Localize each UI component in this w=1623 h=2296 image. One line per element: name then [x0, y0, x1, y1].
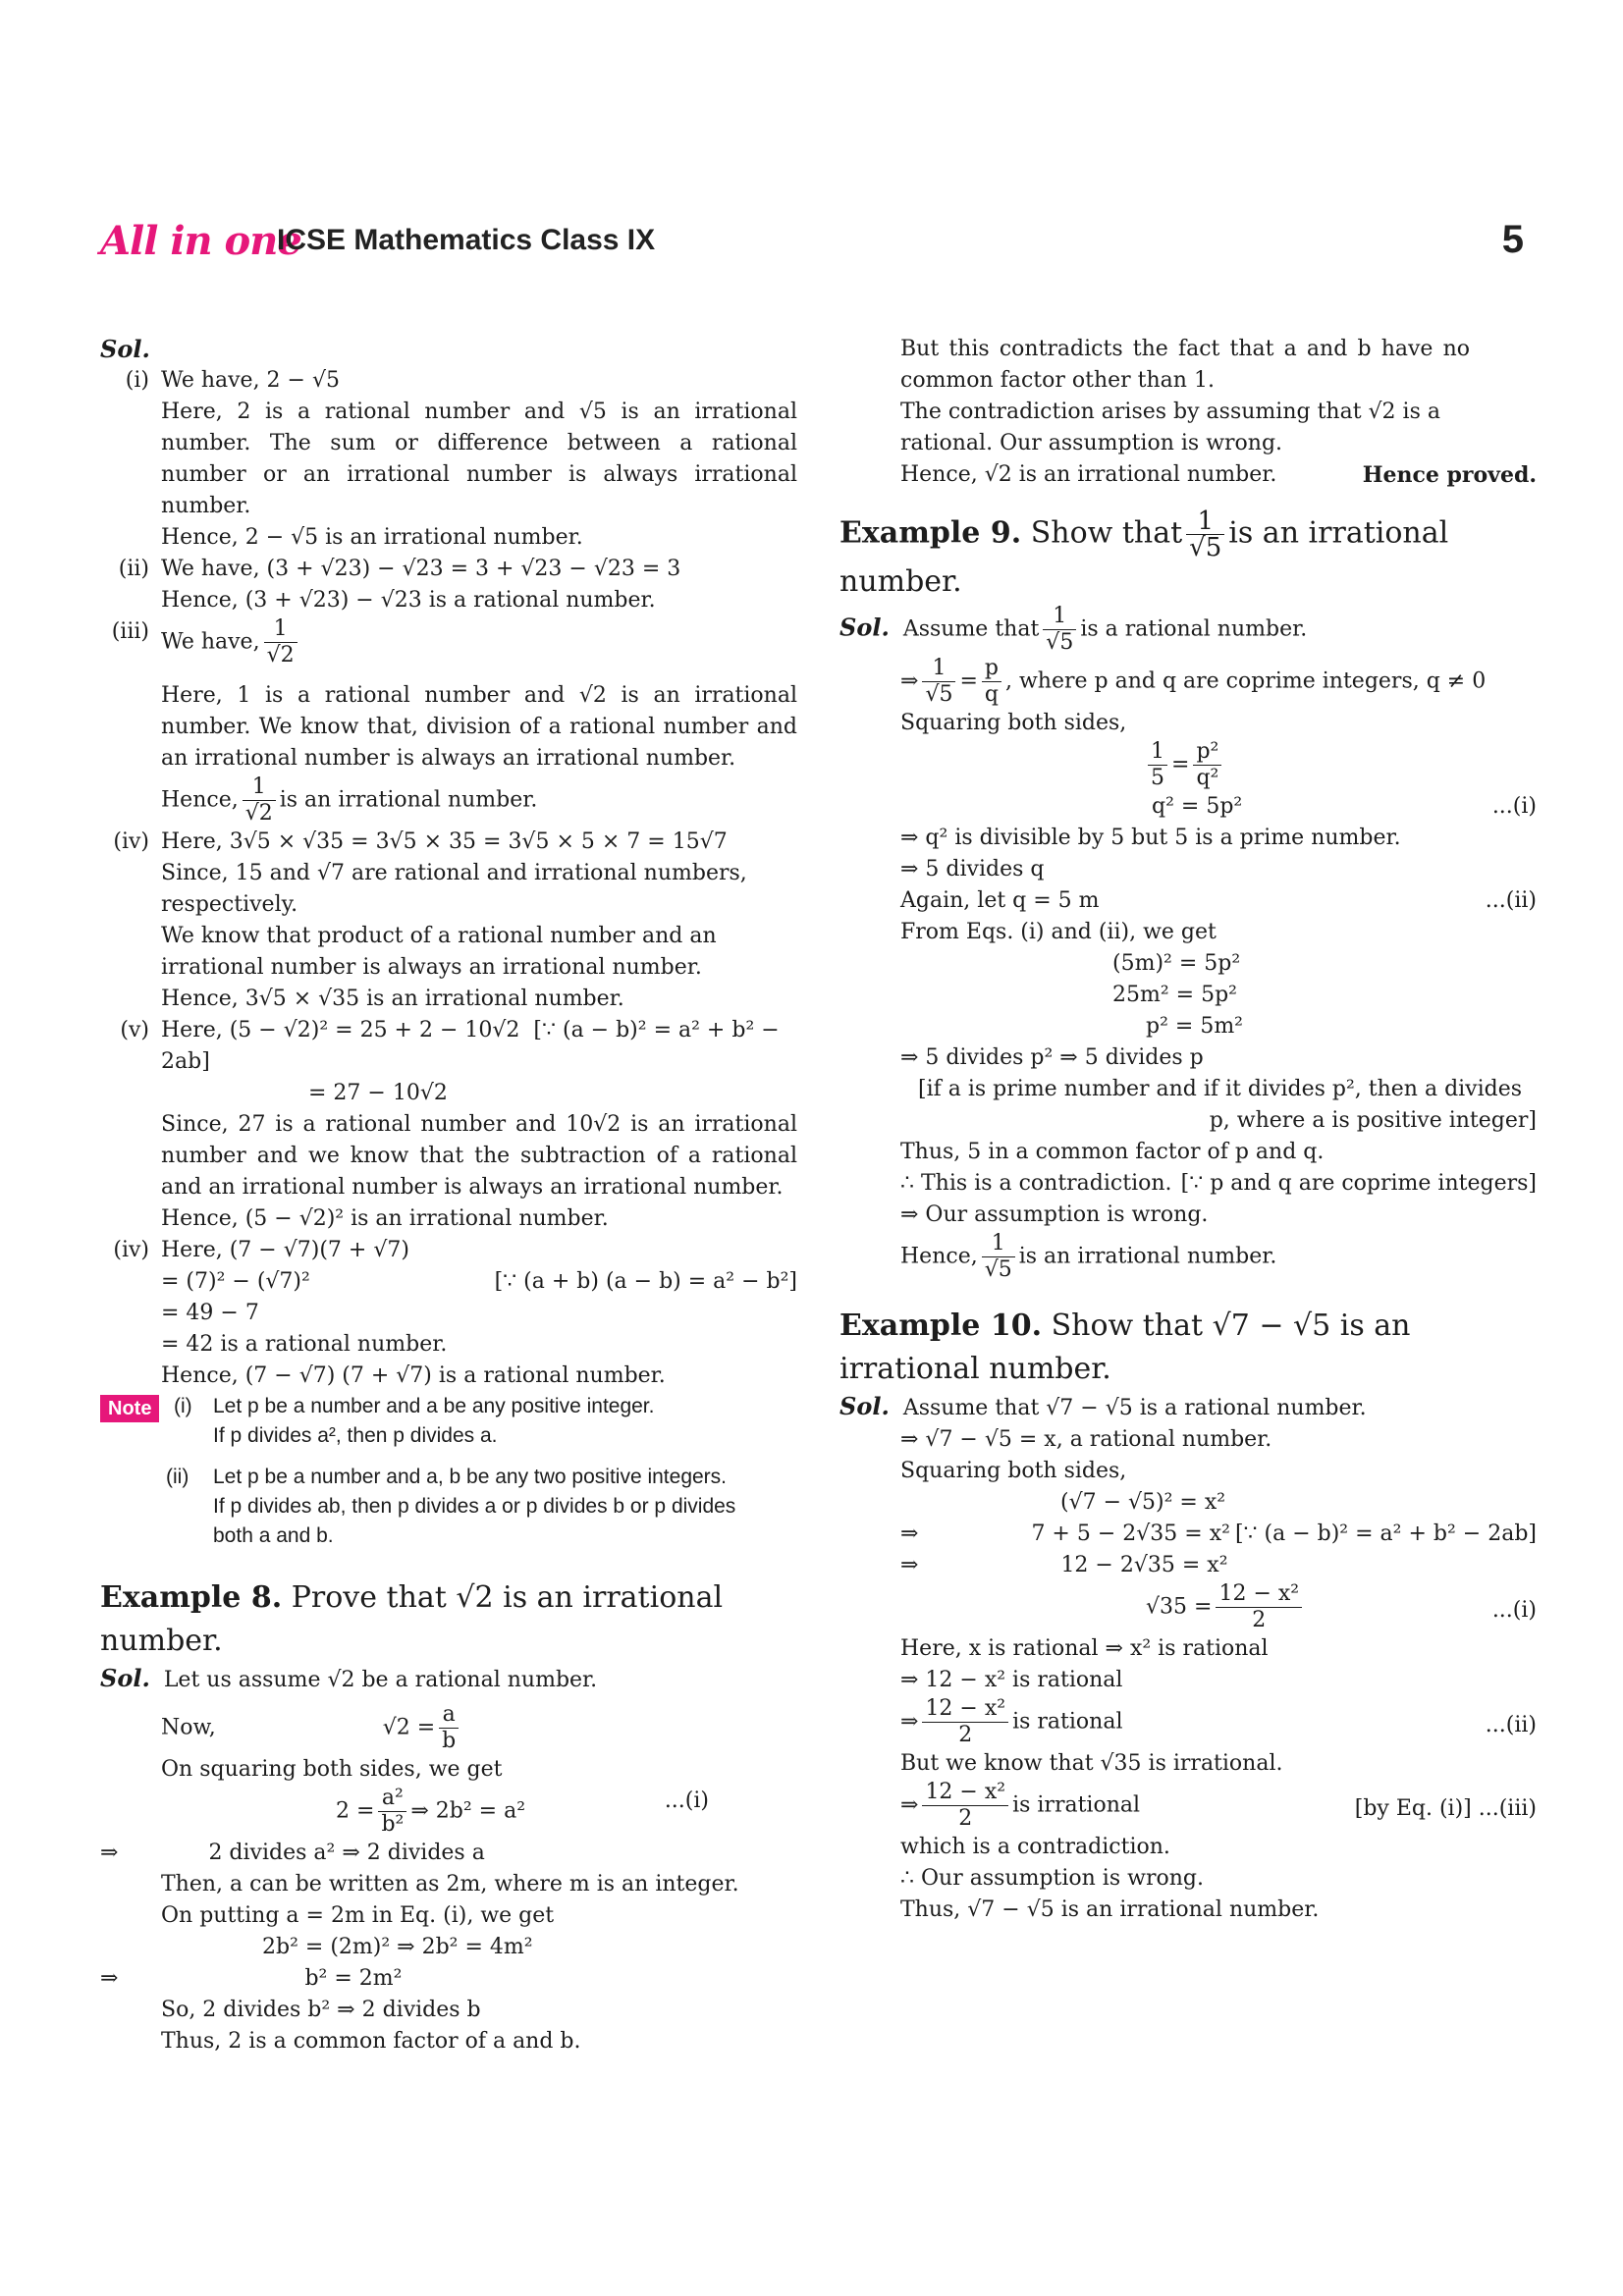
- text-para: But this contradicts the fact that a and b have no common factor other than 1.: [900, 337, 1470, 393]
- text-line: [161, 616, 797, 668]
- equation-tag: ...(i): [1491, 1598, 1537, 1623]
- text-para: Since, 27 is a rational number and 10√2 is an irrational number and we know that the subtraction of a rational and an irrational number is always an irrational number.: [161, 1112, 797, 1200]
- text-line: [839, 1168, 1537, 1200]
- text-line: Squaring both sides,: [900, 1459, 1127, 1483]
- example-text: Show that √7 − √5 is an irrational number.: [839, 1308, 1411, 1386]
- note-box: [100, 1392, 797, 1551]
- equation-tag: ...(i): [1491, 794, 1537, 819]
- text-line: 25m² = 5p²: [1112, 983, 1237, 1007]
- text-span: Hence,: [161, 787, 239, 813]
- denominator: √5: [1046, 630, 1074, 655]
- identity-note: [∵ p and q are coprime integers]: [1180, 1171, 1537, 1196]
- denominator: √5: [1189, 533, 1222, 562]
- text-line: Here, x is rational ⇒ x² is rational: [900, 1636, 1269, 1661]
- hence-proved: Hence proved.: [1362, 462, 1537, 488]
- numerator: p: [982, 656, 1001, 682]
- text-line: 2b² = (2m)² ⇒ 2b² = 4m²: [262, 1935, 533, 1959]
- example-label: Example 9.: [839, 515, 1022, 551]
- numerator: a: [439, 1702, 459, 1729]
- text-span: Here, (5 − √2)² = 25 + 2 − 10√2: [161, 1018, 520, 1042]
- equation-tag: ...(ii): [1485, 888, 1537, 913]
- text-line: Hence, (7 − √7) (7 + √7) is a rational number.: [161, 1363, 666, 1388]
- text-line: ⇒ q² is divisible by 5 but 5 is a prime number.: [900, 826, 1401, 850]
- part-label: (ii): [118, 557, 149, 581]
- text-line: [839, 1391, 1537, 1424]
- text-line: Hence, (3 + √23) − √23 is a rational number.: [161, 588, 656, 613]
- note-line: Let p be a number and a, b be any two positive integers.: [213, 1466, 728, 1488]
- text-line: [839, 1231, 1537, 1283]
- text-line: = 27 − 10√2: [308, 1081, 448, 1105]
- numerator: p²: [1193, 739, 1221, 766]
- text-line: [161, 1015, 797, 1078]
- equation-row: [839, 1581, 1537, 1633]
- fraction: [439, 1702, 459, 1754]
- text-span: Assume that: [902, 616, 1040, 642]
- text-line: Squaring both sides,: [900, 711, 1127, 735]
- text-span: =: [959, 668, 978, 694]
- fraction: [922, 656, 955, 708]
- numerator: 12 − x²: [922, 1696, 1008, 1723]
- part-ii: [100, 554, 797, 616]
- text-line: Then, a can be written as 2m, where m is an integer.: [161, 1872, 739, 1896]
- text-line: Thus, √7 − √5 is an irrational number.: [900, 1897, 1320, 1922]
- fraction: [922, 1696, 1008, 1748]
- fraction: [243, 774, 276, 827]
- example-text: Show that: [1030, 515, 1183, 551]
- text-span: Again, let q = 5 m: [900, 888, 1100, 913]
- implies-symbol: ⇒: [100, 1966, 119, 1991]
- text-span: is rational: [1012, 1709, 1123, 1735]
- text-line: ⇒ Our assumption is wrong.: [900, 1202, 1209, 1227]
- implies-symbol: ⇒: [900, 1522, 919, 1546]
- denominator: √2: [244, 801, 273, 826]
- text-line: [839, 885, 1537, 917]
- text-para: Here, 1 is a rational number and √2 is an irrational number. We know that, division of a rational number and an irrational number is always an irrational number.: [161, 683, 797, 771]
- part-label: (v): [120, 1018, 149, 1042]
- note-line: If p divides a², then p divides a.: [213, 1424, 498, 1447]
- numerator: a²: [378, 1786, 406, 1812]
- numerator: 12 − x²: [922, 1780, 1008, 1806]
- example-8-heading: [100, 1576, 797, 1663]
- equation-row: [100, 1786, 797, 1838]
- text-span: , where p and q are coprime integers, q ≠ 0: [1004, 668, 1487, 694]
- brand-logo: All in one: [100, 218, 301, 264]
- denominator: √5: [925, 682, 953, 707]
- text-line: ∴ Our assumption is wrong.: [900, 1866, 1204, 1891]
- identity-note: [∵ (a − b)² = a² + b² − 2ab]: [161, 1018, 780, 1074]
- text-span: 2 divides a² ⇒ 2 divides a: [208, 1841, 485, 1865]
- sol-label: Sol.: [100, 1664, 150, 1692]
- text-span: Hence,: [900, 1244, 978, 1269]
- fraction: [1043, 604, 1076, 656]
- text-line: ⇒ 5 divides q: [900, 857, 1045, 881]
- denominator: b: [442, 1729, 457, 1753]
- text-line: Hence, 2 − √5 is an irrational number.: [161, 525, 583, 550]
- text-span: is an irrational number.: [1018, 1244, 1277, 1269]
- note-label: (i): [174, 1395, 192, 1417]
- equation-tag: ...(i): [664, 1789, 709, 1813]
- fraction: [264, 616, 298, 668]
- text-line: On putting a = 2m in Eq. (i), we get: [161, 1903, 555, 1928]
- sol-label: Sol.: [839, 1392, 890, 1420]
- text-line: So, 2 divides b² ⇒ 2 divides b: [161, 1998, 481, 2022]
- fraction: [1216, 1581, 1302, 1633]
- page-number: 5: [1501, 218, 1524, 261]
- book-title: ICSE Mathematics Class IX: [277, 224, 656, 256]
- part-iv: [100, 827, 797, 1015]
- text-span: 12 − 2√35 = x²: [1060, 1553, 1228, 1577]
- text-span: Now,: [161, 1715, 216, 1740]
- part-vi: [100, 1235, 797, 1392]
- text-line: Hence, (5 − √2)² is an irrational number.: [161, 1206, 609, 1231]
- text-line: Thus, 2 is a common factor of a and b.: [161, 2029, 581, 2054]
- text-span: Let us assume √2 be a rational number.: [163, 1668, 598, 1692]
- text-line: ⇒ $\frac{\text{12 − x²}}{2}$ is rational ...(ii): [900, 1696, 1537, 1747]
- text-line: [100, 1838, 797, 1869]
- denominator: 2: [1252, 1608, 1267, 1632]
- text-para: Here, 2 is a rational number and √5 is an irrational number. The sum or difference between a rational number or an irrational number is always irrational number.: [161, 400, 797, 518]
- text-span: We have,: [161, 629, 260, 655]
- text-span: b² = 2m²: [304, 1966, 403, 1991]
- fraction: [982, 1231, 1015, 1283]
- text-span: is an irrational number.: [279, 787, 538, 813]
- numerator: 1: [243, 774, 276, 801]
- numerator: 1: [922, 656, 955, 682]
- example-label: Example 8.: [100, 1580, 283, 1615]
- text-span: 2 =: [336, 1798, 375, 1824]
- text-line: We have, 2 − √5: [161, 368, 340, 393]
- identity-note: [∵ (a − b)² = a² + b² − 2ab]: [1234, 1522, 1537, 1546]
- denominator: 2: [958, 1806, 973, 1831]
- text-span: = (7)² − (√7)²: [161, 1269, 310, 1294]
- implies-symbol: ⇒: [100, 1841, 119, 1865]
- identity-note: [∵ (a + b) (a − b) = a² − b²]: [494, 1269, 797, 1294]
- text-span: q² = 5p²: [1152, 794, 1243, 819]
- denominator: 5: [1151, 766, 1164, 790]
- text-line: p² = 5m²: [1146, 1014, 1243, 1039]
- text-line: which is a contradiction.: [900, 1835, 1170, 1859]
- text-line: ⇒ √7 − √5 = x, a rational number.: [900, 1427, 1272, 1452]
- text-line: [839, 1550, 1537, 1581]
- numerator: 1: [1148, 739, 1167, 766]
- fraction: [1186, 508, 1224, 561]
- text-line: ⇒ $\frac{\text{12 − x²}}{2}$ is irrational [by Eq. (i)] ...(iii): [900, 1780, 1537, 1831]
- text-line: From Eqs. (i) and (ii), we get: [900, 920, 1217, 944]
- note-line: Let p be a number and a be any positive integer.: [213, 1395, 655, 1417]
- equation-row: $\frac{1}{5}$ = $\frac{\text{p²}}{\text{q²}}$: [839, 739, 1537, 791]
- fraction: [982, 656, 1001, 708]
- part-label: (i): [125, 368, 149, 393]
- fraction: [1193, 739, 1221, 791]
- numerator: 1: [1186, 508, 1224, 535]
- text-line: Hence, 3√5 × √35 is an irrational number.: [161, 987, 624, 1011]
- text-line: [839, 604, 1537, 656]
- numerator: 12 − x²: [1216, 1581, 1302, 1608]
- part-i: [100, 365, 797, 554]
- text-line: ⇒ 5 divides p² ⇒ 5 divides p: [900, 1045, 1204, 1070]
- example-text: is an irrational number.: [839, 515, 1449, 599]
- example-10-heading: [839, 1305, 1468, 1391]
- text-line: (5m)² = 5p²: [1112, 951, 1241, 976]
- text-line: [839, 459, 1537, 491]
- denominator: q²: [1196, 766, 1219, 790]
- text-span: ⇒ 2b² = a²: [410, 1798, 526, 1824]
- text-line: ⇒ $\frac{1}{√5}$ = $\frac{p}{q}$ , where p and q are coprime integers, q ≠ 0: [900, 656, 1487, 707]
- part-iii: [100, 616, 797, 827]
- text-line: [161, 774, 797, 827]
- text-span: Assume that √7 − √5 is a rational number.: [902, 1396, 1367, 1420]
- fraction: [378, 1786, 406, 1838]
- text-line: = 42 is a rational number.: [161, 1332, 448, 1357]
- text-line: = 49 − 7: [161, 1301, 259, 1325]
- text-line: Here, 3√5 × √35 = 3√5 × 35 = 3√5 × 5 × 7 = 15√7: [161, 829, 728, 854]
- text-line: But we know that √35 is irrational.: [900, 1751, 1283, 1776]
- implies-symbol: ⇒: [900, 1553, 919, 1577]
- left-column: [100, 334, 797, 2057]
- text-span: √2 =: [382, 1715, 436, 1740]
- text-line: (√7 − √5)² = x²: [1060, 1490, 1226, 1515]
- text-line: [100, 1702, 797, 1754]
- text-line: Thus, 5 in a common factor of p and q.: [900, 1140, 1325, 1164]
- text-line: [100, 1663, 797, 1696]
- denominator: q: [984, 682, 999, 707]
- denominator: 2: [958, 1723, 973, 1747]
- text-line: Here, (7 − √7)(7 + √7): [161, 1238, 409, 1262]
- numerator: 1: [1043, 604, 1076, 630]
- text-span: Hence, √2 is an irrational number.: [900, 462, 1277, 487]
- part-label: (iii): [111, 619, 149, 644]
- denominator: √2: [266, 643, 295, 667]
- fraction: [922, 1780, 1008, 1832]
- page-header: [100, 218, 1524, 277]
- equation-tag: [by Eq. (i)] ...(iii): [1354, 1796, 1537, 1821]
- text-span: is a rational number.: [1080, 616, 1308, 642]
- fraction: [1148, 739, 1167, 791]
- numerator: 1: [264, 616, 298, 643]
- equation-tag: ...(ii): [1485, 1713, 1537, 1737]
- sol-label: Sol.: [839, 613, 890, 642]
- text-line: ⇒ 12 − x² is rational: [900, 1668, 1123, 1692]
- example-9-heading: [839, 508, 1537, 604]
- text-para: We know that product of a rational number and an irrational number is always an irrational number.: [161, 924, 717, 980]
- example-text: Prove that √2 is an irrational number.: [100, 1580, 724, 1658]
- numerator: 1: [982, 1231, 1015, 1257]
- sol-label: Sol.: [100, 335, 150, 363]
- example-label: Example 10.: [839, 1308, 1043, 1343]
- text-span: is irrational: [1012, 1792, 1141, 1818]
- note-line: both a and b.: [213, 1524, 334, 1547]
- denominator: √5: [984, 1257, 1012, 1282]
- text-line: p, where a is positive integer]: [1209, 1108, 1537, 1133]
- note-line: If p divides ab, then p divides a or p divides b or p divides: [213, 1495, 736, 1518]
- text-line: [839, 1519, 1537, 1550]
- text-para: Since, 15 and √7 are rational and irrational numbers, respectively.: [161, 861, 747, 917]
- text-line: [if a is prime number and if it divides p², then a divides: [918, 1077, 1523, 1101]
- text-line: On squaring both sides, we get: [161, 1757, 503, 1782]
- note-label: (ii): [166, 1466, 189, 1488]
- text-span: ∴ This is a contradiction.: [900, 1171, 1172, 1196]
- denominator: b²: [381, 1812, 405, 1837]
- note-badge: Note: [100, 1395, 159, 1422]
- text-line: [161, 1266, 797, 1298]
- right-column: [839, 334, 1537, 1926]
- text-span: √35 =: [1146, 1594, 1213, 1620]
- text-line: [100, 1963, 797, 1995]
- equation-row: [839, 791, 1537, 823]
- text-line: We have, (3 + √23) − √23 = 3 + √23 − √23 = 3: [161, 557, 681, 581]
- part-label: (iv): [113, 829, 149, 854]
- part-label: (iv): [113, 1238, 149, 1262]
- text-para: The contradiction arises by assuming that √2 is a rational. Our assumption is wrong.: [900, 400, 1440, 455]
- text-span: 7 + 5 − 2√35 = x²: [1031, 1522, 1230, 1546]
- part-v: [100, 1015, 797, 1235]
